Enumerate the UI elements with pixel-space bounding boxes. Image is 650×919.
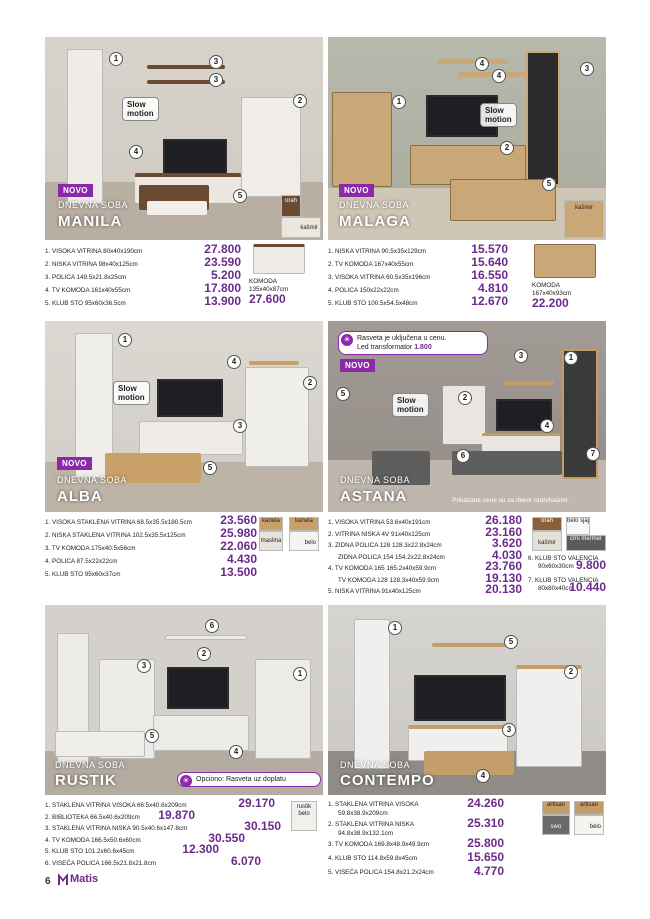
novo-badge: NOVO	[339, 184, 374, 197]
price-row: 4. POLICA 87.5x22x22cm 4.430	[45, 552, 257, 566]
swatch-kasmir: kašmir	[564, 200, 604, 238]
collection-title: ASTANA	[340, 488, 408, 505]
manila-panel	[45, 37, 323, 327]
swatch-kanela: kanela	[259, 517, 283, 531]
marker-2: 2	[500, 141, 514, 155]
collection-title: MANILA	[58, 213, 123, 230]
marker-4: 4	[227, 355, 241, 369]
room-label: DNEVNA SOBA	[58, 200, 129, 210]
swatch-kasmir: kašmir	[281, 217, 321, 238]
price-row: 5. KLUB STO 101.2x60.6x45cm 12.300	[45, 842, 219, 856]
price-row: 4. TV KOMODA 166.5x50.6x60cm 30.550	[45, 830, 245, 845]
swatch-orah: orah	[281, 195, 301, 217]
marker-3a: 3	[209, 55, 223, 69]
marker-1: 1	[388, 621, 402, 635]
slow-motion-badge: Slow motion	[122, 97, 159, 121]
marker-4: 4	[540, 419, 554, 433]
price-row: 2. STAKLENA VITRINA NISKA 94.8x38.9x132.1cm 25.310	[328, 816, 504, 837]
alba-photo	[45, 321, 323, 512]
marker-3: 3	[233, 419, 247, 433]
price-row: 4. TV KOMODA 165 165.2x40x59.9cm 23.760	[328, 559, 522, 573]
swatch-belo: belo	[289, 531, 319, 551]
price-row: 3. VISOKA VITRINA 60.5x35x196cm 16.550	[328, 268, 508, 282]
marker-5: 5	[233, 189, 247, 203]
price-row: 5. KLUB STO 95x60x37cm 13.500	[45, 565, 257, 579]
price-row: 3. TV KOMODA 175x40.5x56cm 22.060	[45, 539, 257, 553]
marker-1: 1	[293, 667, 307, 681]
price-row: 1. VISOKA VITRINA 53.6x40x191cm 26.180	[328, 513, 522, 527]
slow-motion-badge: Slow motion	[392, 393, 429, 417]
decor-price-note: Prikazane cene su za dekor orah/kašmir.	[452, 497, 570, 504]
alba-price-list	[45, 513, 257, 581]
malaga-panel	[328, 37, 606, 327]
marker-3: 3	[137, 659, 151, 673]
marker-7: 7	[586, 447, 600, 461]
price-row: 4. POLICA 150x22x22cm 4.810	[328, 281, 508, 295]
swatch-artisan-2: artisan	[574, 801, 604, 815]
marker-4: 4	[476, 769, 490, 783]
room-label: DNEVNA SOBA	[340, 475, 411, 485]
room-label: DNEVNA SOBA	[57, 475, 128, 485]
price-row: 3. ZIDNA POLICA 128 128.3x22.8x24cm 3.620	[328, 536, 522, 550]
novo-badge: NOVO	[58, 184, 93, 197]
rustik-photo	[45, 605, 323, 795]
marker-6: 6	[205, 619, 219, 633]
price-row: 2. BIBLIOTEKA 66.5x40.6x209cm 19.870	[45, 807, 195, 822]
room-label: DNEVNA SOBA	[339, 200, 410, 210]
matis-logo-icon	[58, 873, 68, 885]
lighting-included-note: ☀ Rasveta je uključena u cenu. Led transformator 1.800	[338, 331, 488, 355]
price-row: 1. VISOKA STAKLENA VITRINA 68.5x35.5x180.5cm 23.560	[45, 513, 257, 527]
komoda-info: KOMODA 167x40x93cm 22.200	[532, 282, 572, 310]
price-row: 6. VISEĆA POLICA 166.5x21.8x21.8cm 6.070	[45, 853, 261, 868]
room-label: DNEVNA SOBA	[55, 760, 126, 770]
contempo-photo	[328, 605, 606, 795]
marker-1: 1	[118, 333, 132, 347]
marker-4a: 4	[475, 57, 489, 71]
marker-3b: 3	[209, 73, 223, 87]
rustik-price-list	[45, 796, 281, 869]
marker-2: 2	[293, 94, 307, 108]
swatch-crni-mermer: crni mermer	[566, 535, 606, 551]
marker-3: 3	[514, 349, 528, 363]
extra-item: 7. KLUB STO VALENCIA 80x80x40cm 10.440	[528, 577, 606, 594]
lightbulb-icon: ☀	[341, 334, 353, 346]
alba-panel	[45, 321, 323, 589]
astana-extra-list	[528, 555, 606, 599]
rustik-panel	[45, 605, 323, 875]
price-row: 1. STAKLENA VITRINA VISOKA 59.8x38.9x209cm 24.260	[328, 796, 504, 817]
marker-5: 5	[145, 729, 159, 743]
extra-item: 6. KLUB STO VALENCIA 90x60x30cm 9.800	[528, 555, 606, 572]
marker-2: 2	[564, 665, 578, 679]
slow-motion-badge: Slow motion	[480, 103, 517, 127]
marker-5: 5	[203, 461, 217, 475]
collection-title: MALAGA	[339, 213, 411, 230]
marker-5: 5	[336, 387, 350, 401]
marker-5: 5	[542, 177, 556, 191]
marker-3: 3	[502, 723, 516, 737]
price-row: ZIDNA POLICA 154 154.2x22.8x24cm 4.030	[338, 547, 522, 562]
collection-title: RUSTIK	[55, 772, 117, 789]
malaga-photo	[328, 37, 606, 240]
marker-1: 1	[392, 95, 406, 109]
komoda-info: KOMODA 135x40x87cm 27.600	[249, 278, 289, 306]
price-row: 1. NISKA VITRINA 90.5x35x129cm 15.570	[328, 242, 508, 256]
price-row: 1. VISOKA VITRINA 80x40x190cm 27.800	[45, 242, 241, 256]
price-row: TV KOMODA 128 128.3x40x59.9cm 19.130	[338, 570, 522, 585]
astana-price-list	[328, 513, 522, 598]
swatch-artisan: artisan	[542, 801, 570, 815]
brand-logo: Matis	[58, 873, 98, 885]
room-label: DNEVNA SOBA	[340, 760, 411, 770]
marker-4: 4	[129, 145, 143, 159]
swatch-sivo: sivo	[542, 815, 570, 835]
collection-title: ALBA	[57, 488, 103, 505]
price-row: 4. KLUB STO 114.8x59.8x45cm 15.650	[328, 850, 504, 864]
komoda-image	[534, 244, 596, 278]
astana-panel	[328, 321, 606, 603]
price-row: 5. VISEĆA POLICA 154.8x21.2x24cm 4.770	[328, 864, 504, 878]
manila-price-list	[45, 242, 241, 310]
astana-photo	[328, 321, 606, 512]
contempo-panel	[328, 605, 606, 887]
price-row: 5. NISKA VITRINA 91x40x125cm 20.130	[328, 582, 522, 596]
price-row: 2. TV KOMODA 167x40x55cm 15.640	[328, 255, 508, 269]
price-row: 2. NISKA STAKLENA VITRINA 102.5x35.5x125cm 25.980	[45, 526, 257, 540]
price-row: 2. VITRINA NISKA 4V 91x40x125cm 23.160	[328, 524, 522, 539]
price-row: 1. STAKLENA VITRINA VISOKA 66.5x40.6x209cm 29.170	[45, 796, 275, 810]
collection-title: CONTEMPO	[340, 772, 435, 789]
contempo-price-list	[328, 796, 504, 883]
marker-4: 4	[229, 745, 243, 759]
page-number: 6	[45, 876, 51, 887]
novo-badge: NOVO	[340, 359, 375, 372]
komoda-image	[253, 244, 305, 274]
marker-1: 1	[564, 351, 578, 365]
swatch-orah: orah	[532, 517, 562, 531]
swatch-belo: belo	[574, 815, 604, 835]
slow-motion-badge: Slow motion	[113, 381, 150, 405]
swatch-maslina: maslina	[259, 531, 283, 551]
novo-badge: NOVO	[57, 457, 92, 470]
price-row: 3. STAKLENA VITRINA NISKA 90.5x40.6x147.8cm 30.150	[45, 819, 281, 833]
swatch-kasmir: kašmir	[532, 531, 562, 551]
price-row: 5. KLUB STO 100.5x54.5x48cm 12.670	[328, 294, 508, 308]
marker-3: 3	[580, 62, 594, 76]
marker-6: 6	[456, 449, 470, 463]
price-row: 2. NISKA VITRINA 98x40x125cm 23.590	[45, 255, 241, 269]
marker-4b: 4	[492, 69, 506, 83]
price-row: 5. KLUB STO 95x60x36.5cm 13.900	[45, 294, 241, 308]
marker-2: 2	[458, 391, 472, 405]
malaga-price-list	[328, 242, 508, 310]
marker-2: 2	[197, 647, 211, 661]
price-row: 4. TV KOMODA 161x40x55cm 17.800	[45, 281, 241, 295]
optional-lighting-note: ☀ Opciono: Rasveta uz doplatu	[177, 772, 321, 787]
price-row: 3. TV KOMODA 169.8x48.9x49.9cm 25.800	[328, 836, 504, 850]
marker-2: 2	[303, 376, 317, 390]
swatch-kanela-2: kanela	[289, 517, 319, 531]
swatch-rustik-belo: rustik belo	[291, 801, 317, 831]
lightbulb-icon: ☀	[180, 775, 192, 787]
price-row: 3. POLICA 149.5x21.8x25cm 5.200	[45, 268, 241, 282]
manila-photo	[45, 37, 323, 240]
marker-5: 5	[504, 635, 518, 649]
marker-1: 1	[109, 52, 123, 66]
swatch-belo-sjaj: belo sjaj	[566, 517, 590, 535]
